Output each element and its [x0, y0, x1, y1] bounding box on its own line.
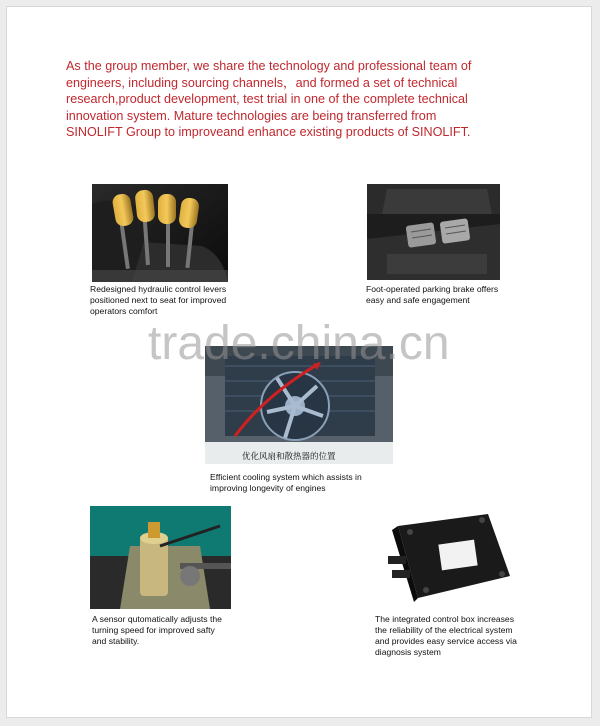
sensor-photo: [90, 506, 231, 609]
feature-caption: Foot-operated parking brake offers easy and safe engagement: [366, 284, 499, 305]
hydraulic-levers-photo: [92, 184, 228, 282]
feature-caption: Redesigned hydraulic control levers positioned next to seat for improved operators comfort: [90, 284, 227, 316]
feature-caption: A sensor qutomatically adjusts the turning speed for improved safty and stability.: [92, 614, 222, 646]
feature-caption: The integrated control box increases the reliability of the electrical system and provides easy service access via diagnosis system: [375, 614, 517, 657]
watermark: trade.china.cn: [148, 317, 450, 370]
control-box-photo: [378, 506, 520, 610]
feature-caption: Efficient cooling system which assists in improving longevity of engines: [210, 472, 362, 493]
parking-brake-photo: [367, 184, 500, 280]
cooling-overlay-label: 优化风扇和散热器的位置: [242, 451, 336, 461]
intro-paragraph: As the group member, we share the technology and professional team of engineers, including sourcing channels，and formed a set of technical research,product development, test trial in one of the complete technical innovation system. Mature technologies are being transferred from SINOLIFT Group to improveand enhance existing products of SINOLIFT.: [66, 59, 472, 139]
